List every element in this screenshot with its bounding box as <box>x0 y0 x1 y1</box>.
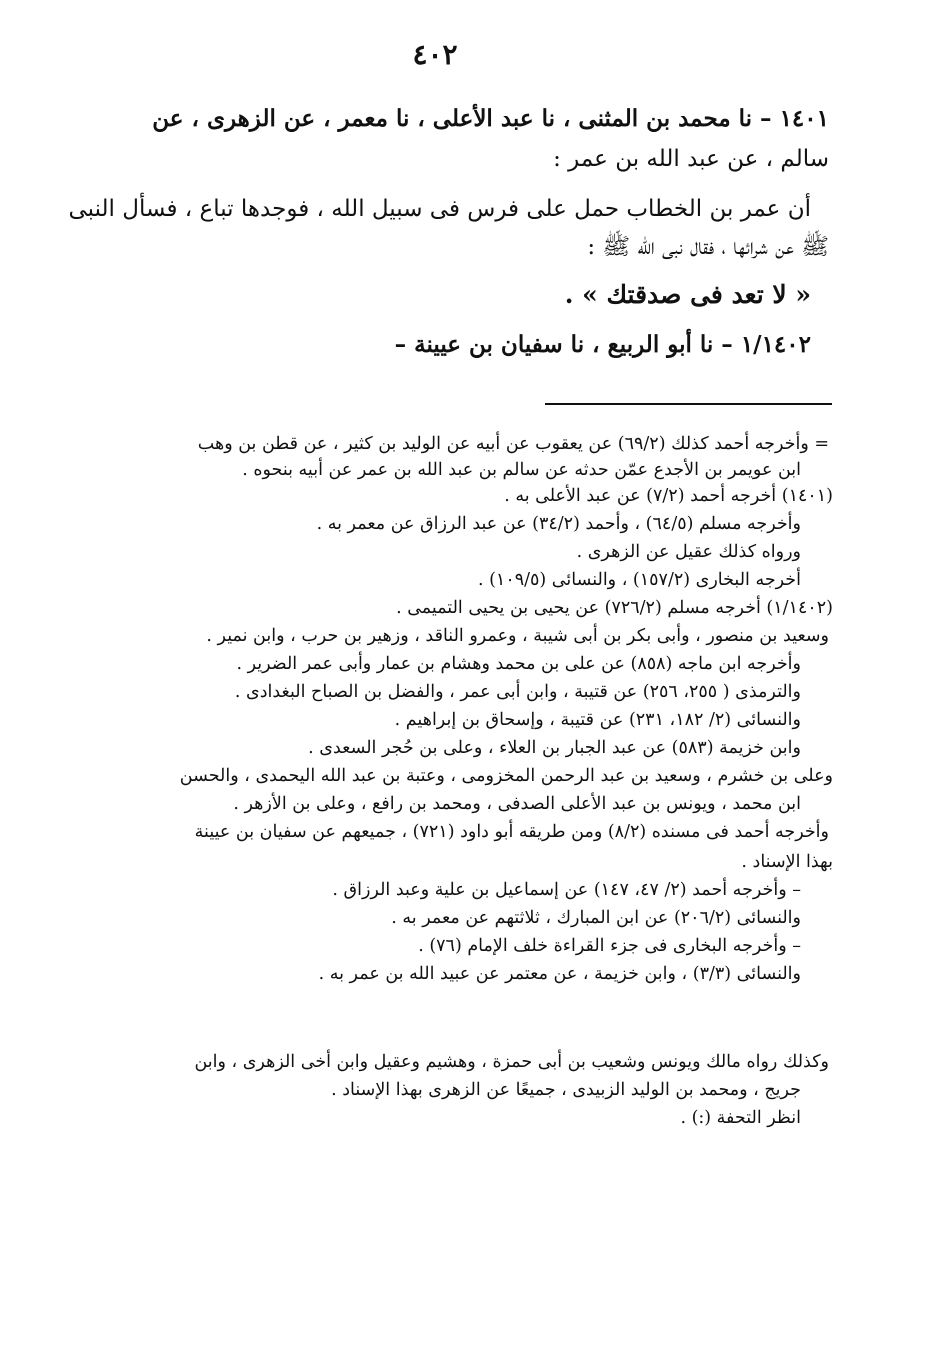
hadith-1401-line-1: ١٤٠١ – نا محمد بن المثنى ، نا عبد الأعلى ، نا معمر ، عن الزهرى ، عن <box>152 105 829 132</box>
hadith-1401-line-4: ﷺ عن شرائها ، فقال نبى الله ﷺ : <box>587 234 829 260</box>
hadith-1401-line-3: أن عمر بن الخطاب حمل على فرس فى سبيل الله ، فوجدها تباع ، فسأل النبى <box>68 196 811 222</box>
page-number: ٤٠٢ <box>412 38 458 71</box>
footnote-line: والنسائى (٣/٣) ، وابن خزيمة ، عن معتمر عن عبيد الله بن عمر به . <box>318 964 801 984</box>
hadith-1401-quote: « لا تعد فى صدقتك » . <box>564 280 811 309</box>
footnote-line: ابن عويمر بن الأجدع عمّن حدثه عن سالم بن عبد الله بن عمر عن أبيه بنحوه . <box>242 460 801 480</box>
footnote-line: وكذلك رواه مالك ويونس وشعيب بن أبى حمزة ، وهشيم وعقيل وابن أخى الزهرى ، وابن <box>194 1052 829 1072</box>
footnote-line: وابن خزيمة (٥٨٣) عن عبد الجبار بن العلاء ، وعلى بن حُجر السعدى . <box>308 738 801 758</box>
footnote-line: جريج ، ومحمد بن الوليد الزبيدى ، جميعًا عن الزهرى بهذا الإسناد . <box>331 1080 801 1100</box>
footnote-separator <box>545 403 832 405</box>
footnote-line: (١٤٠١) أخرجه أحمد (٧/٢) عن عبد الأعلى به . <box>504 486 833 506</box>
hadith-1402-line-1: ١/١٤٠٢ – نا أبو الربيع ، نا سفيان بن عيينة – <box>394 331 811 358</box>
footnote-line: ورواه كذلك عقيل عن الزهرى . <box>576 542 801 562</box>
footnote-line: = وأخرجه أحمد كذلك (٦٩/٢) عن يعقوب عن أبيه عن الوليد بن كثير ، عن قطن بن وهب <box>197 434 829 454</box>
footnote-line: (١/١٤٠٢) أخرجه مسلم (٧٢٦/٢) عن يحيى بن يحيى التميمى . <box>396 598 833 618</box>
footnote-line: وسعيد بن منصور ، وأبى بكر بن أبى شيبة ، وعمرو الناقد ، وزهير بن حرب ، وابن نمير . <box>206 626 829 646</box>
footnote-line: وعلى بن خشرم ، وسعيد بن عبد الرحمن المخزومى ، وعتبة بن عبد الله اليحمدى ، والحسن <box>179 766 833 786</box>
footnote-line: وأخرجه ابن ماجه (٨٥٨) عن على بن محمد وهشام بن عمار وأبى عمر الضرير . <box>236 654 801 674</box>
footnote-line: والنسائى (٢/ ١٨٢، ٢٣١) عن قتيبة ، وإسحاق بن إبراهيم . <box>394 710 801 730</box>
footnote-line: انظر التحفة (:) . <box>680 1108 801 1128</box>
footnote-line: وأخرجه مسلم (٦٤/٥) ، وأحمد (٣٤/٢) عن عبد الرزاق عن معمر به . <box>316 514 801 534</box>
footnote-line: وأخرجه أحمد فى مسنده (٨/٢) ومن طريقه أبو داود (٧٢١) ، جميعهم عن سفيان بن عيينة <box>194 822 829 842</box>
footnote-line: – وأخرجه البخارى فى جزء القراءة خلف الإمام (٧٦) . <box>418 936 801 956</box>
footnote-line: بهذا الإسناد . <box>741 852 833 872</box>
footnote-line: ابن محمد ، ويونس بن عبد الأعلى الصدفى ، ومحمد بن رافع ، وعلى بن الأزهر . <box>233 794 801 814</box>
footnote-line: – وأخرجه أحمد (٢/ ٤٧، ١٤٧) عن إسماعيل بن علية وعبد الرزاق . <box>332 880 801 900</box>
footnote-line: والنسائى (٢٠٦/٢) عن ابن المبارك ، ثلاثتهم عن معمر به . <box>391 908 801 928</box>
footnote-line: والترمذى ( ٢٥٥، ٢٥٦) عن قتيبة ، وابن أبى عمر ، والفضل بن الصباح البغدادى . <box>234 682 801 702</box>
hadith-1401-line-2: سالم ، عن عبد الله بن عمر : <box>553 146 829 172</box>
footnote-line: أخرجه البخارى (١٥٧/٢) ، والنسائى (١٠٩/٥) . <box>477 570 801 590</box>
